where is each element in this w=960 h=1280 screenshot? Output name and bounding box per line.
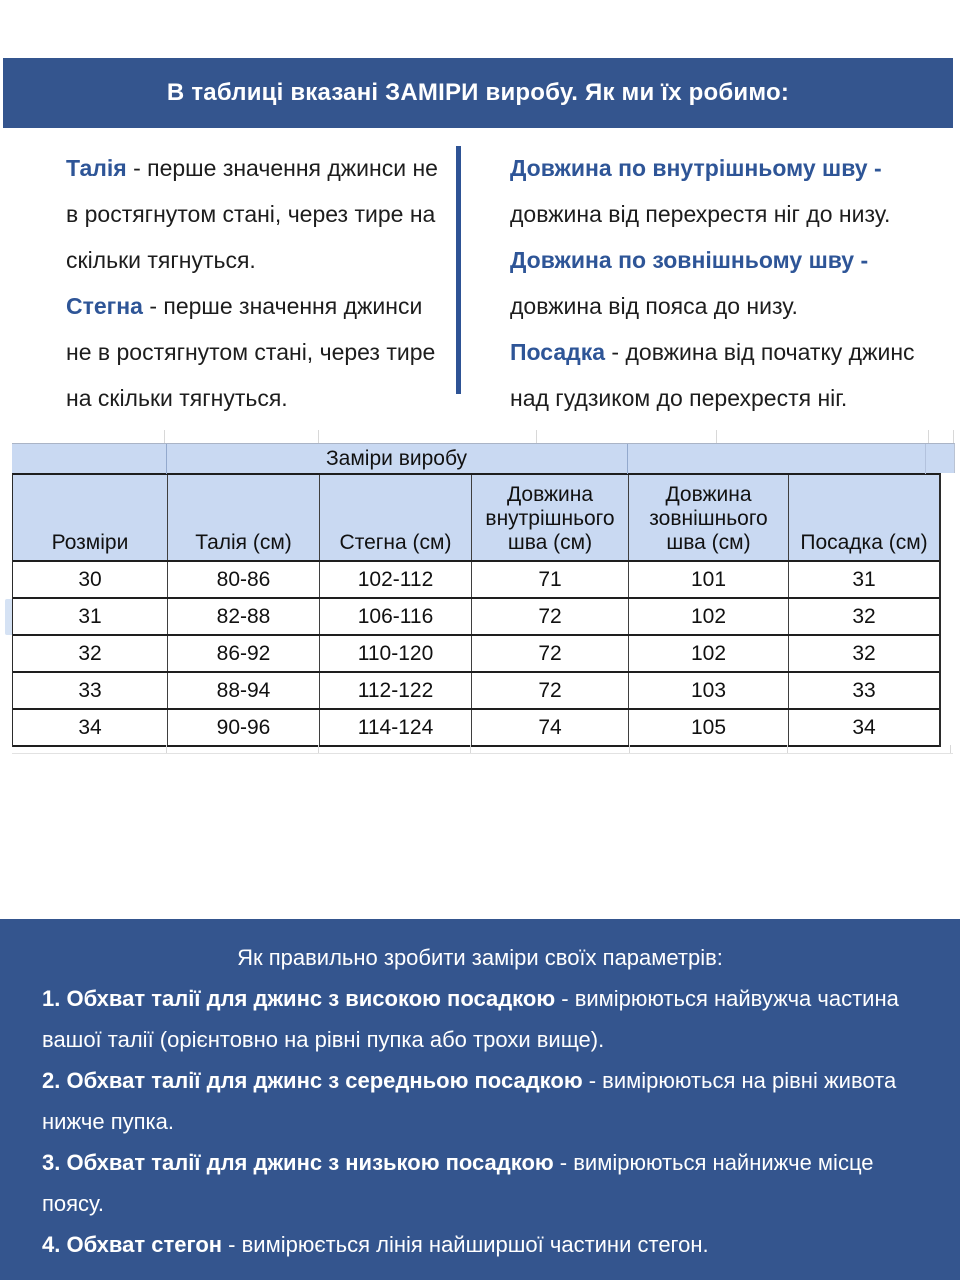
table-cell: 90-96 (167, 710, 319, 745)
definition-line (510, 375, 915, 421)
definition-line (66, 329, 438, 375)
instruction-line (42, 1142, 930, 1183)
table-cell: 103 (628, 673, 788, 708)
definition-line (510, 237, 915, 283)
instructions-heading: Як правильно зробити заміри своїх параметрів: (237, 945, 723, 970)
definitions-right-column (510, 145, 915, 421)
definition-text: не в ростягнутом стані, через тире (66, 338, 436, 365)
table-header-row (13, 475, 939, 562)
table-cell: 33 (788, 673, 939, 708)
instructions-list (0, 978, 960, 1265)
definition-line (66, 191, 438, 237)
column-header: Довжина внутрішнього шва (см) (471, 475, 628, 560)
definition-text: довжина від перехрестя ніг до низу. (510, 200, 891, 227)
gridline-stub (12, 753, 953, 754)
gridline-stub (716, 430, 717, 443)
table-row (13, 562, 939, 599)
instruction-text: - вимірюються найвужча частина (555, 986, 899, 1011)
instruction-bold-lead: 4. Обхват стегон (42, 1232, 223, 1257)
measurement-instructions-section (0, 919, 960, 1280)
header-separator (925, 444, 926, 474)
table-grid (12, 473, 941, 747)
definition-line (510, 329, 915, 375)
table-cell: 72 (471, 636, 628, 671)
merged-header-label: Заміри виробу (325, 447, 468, 470)
gridline-stub (536, 430, 537, 443)
table-cell: 72 (471, 599, 628, 634)
definition-line (66, 237, 438, 283)
table-cell: 114-124 (319, 710, 471, 745)
definition-text: - перше значення джинси не (126, 154, 438, 181)
instruction-line (42, 978, 930, 1019)
table-cell: 106-116 (319, 599, 471, 634)
table-cell: 86-92 (167, 636, 319, 671)
definition-line (66, 283, 438, 329)
table-cell: 101 (628, 562, 788, 597)
table-cell: 31 (788, 562, 939, 597)
table-row (13, 673, 939, 710)
banner-title: В таблиці вказані ЗАМІРИ виробу. Як ми їх робимо: (166, 79, 790, 106)
definition-text: над гудзиком до перехрестя ніг. (510, 384, 848, 411)
table-cell: 34 (788, 710, 939, 745)
table-row (13, 599, 939, 636)
instruction-bold-lead: 1. Обхват талії для джинс з високою посадкою (42, 986, 556, 1011)
definition-text: - довжина від початку джинс (605, 338, 915, 365)
column-header: Стегна (см) (319, 475, 471, 560)
instruction-line (42, 1060, 930, 1101)
column-header: Талія (см) (167, 475, 319, 560)
table-cell: 32 (788, 599, 939, 634)
table-cell: 80-86 (167, 562, 319, 597)
table-cell: 102 (628, 636, 788, 671)
term-label: Довжина по зовнішньому шву - (510, 246, 869, 273)
table-cell: 102 (628, 599, 788, 634)
definition-line (510, 191, 915, 237)
table-cell: 74 (471, 710, 628, 745)
definition-text: скільки тягнуться. (66, 246, 256, 273)
instruction-text: - вимірюється лінія найширшої частини стегон. (222, 1232, 709, 1257)
definition-line (510, 283, 915, 329)
instruction-bold-lead: 2. Обхват талії для джинс з середньою посадкою (42, 1068, 583, 1093)
instruction-bold-lead: 3. Обхват талії для джинс з низькою посадкою (42, 1150, 554, 1175)
gridline-stub (953, 430, 954, 443)
table-cell: 112-122 (319, 673, 471, 708)
table-cell: 32 (78, 641, 102, 665)
table-cell: 32 (788, 636, 939, 671)
instruction-line (42, 1019, 930, 1060)
term-label: Талія (66, 154, 127, 181)
table-cell: 102-112 (319, 562, 471, 597)
table-merged-header-row (12, 443, 955, 473)
column-header: Довжина зовнішнього шва (см) (628, 475, 788, 560)
instruction-text: нижче пупка. (42, 1109, 174, 1134)
table-cell: 82-88 (167, 599, 319, 634)
definitions-left-column (66, 145, 438, 421)
instruction-text: вашої талії (орієнтовно на рівні пупка або трохи вище). (42, 1027, 605, 1052)
instruction-text: - вимірюються найнижче місце (553, 1150, 874, 1175)
table-cell: 88-94 (167, 673, 319, 708)
table-cell: 105 (628, 710, 788, 745)
size-table (12, 443, 955, 747)
gridline-stub (318, 430, 319, 443)
term-label: Посадка (510, 338, 606, 365)
table-cell: 33 (78, 678, 102, 702)
table-cell: 72 (471, 673, 628, 708)
table-cell: 34 (78, 715, 102, 739)
definition-line (66, 145, 438, 191)
instruction-line (42, 1224, 930, 1265)
instruction-line (42, 1101, 930, 1142)
table-cell: 31 (78, 604, 102, 628)
header-banner (3, 58, 953, 128)
definition-text: - перше значення джинси (142, 292, 423, 319)
instruction-text: поясу. (42, 1191, 104, 1216)
table-cell: 30 (78, 567, 102, 591)
header-separator (166, 444, 167, 474)
definition-text: довжина від пояса до низу. (510, 292, 798, 319)
term-label: Стегна (66, 292, 143, 319)
table-body (13, 562, 939, 747)
column-header: Посадка (см) (788, 475, 939, 560)
instruction-text: - вимірюються на рівні живота (582, 1068, 897, 1093)
table-row (13, 636, 939, 673)
column-header: Розміри (51, 531, 129, 554)
table-cell: 71 (471, 562, 628, 597)
definition-line (510, 145, 915, 191)
table-cell: 110-120 (319, 636, 471, 671)
instruction-line (42, 1183, 930, 1224)
vertical-divider (456, 146, 461, 394)
table-row (13, 710, 939, 747)
definition-text: на скільки тягнуться. (66, 384, 288, 411)
term-label: Довжина по внутрішньому шву - (510, 154, 882, 181)
definition-text: в ростягнутом стані, через тире на (66, 200, 436, 227)
gridline-stub (928, 430, 929, 443)
header-separator (627, 444, 628, 474)
gridline-stub (164, 430, 165, 443)
definition-line (66, 375, 438, 421)
